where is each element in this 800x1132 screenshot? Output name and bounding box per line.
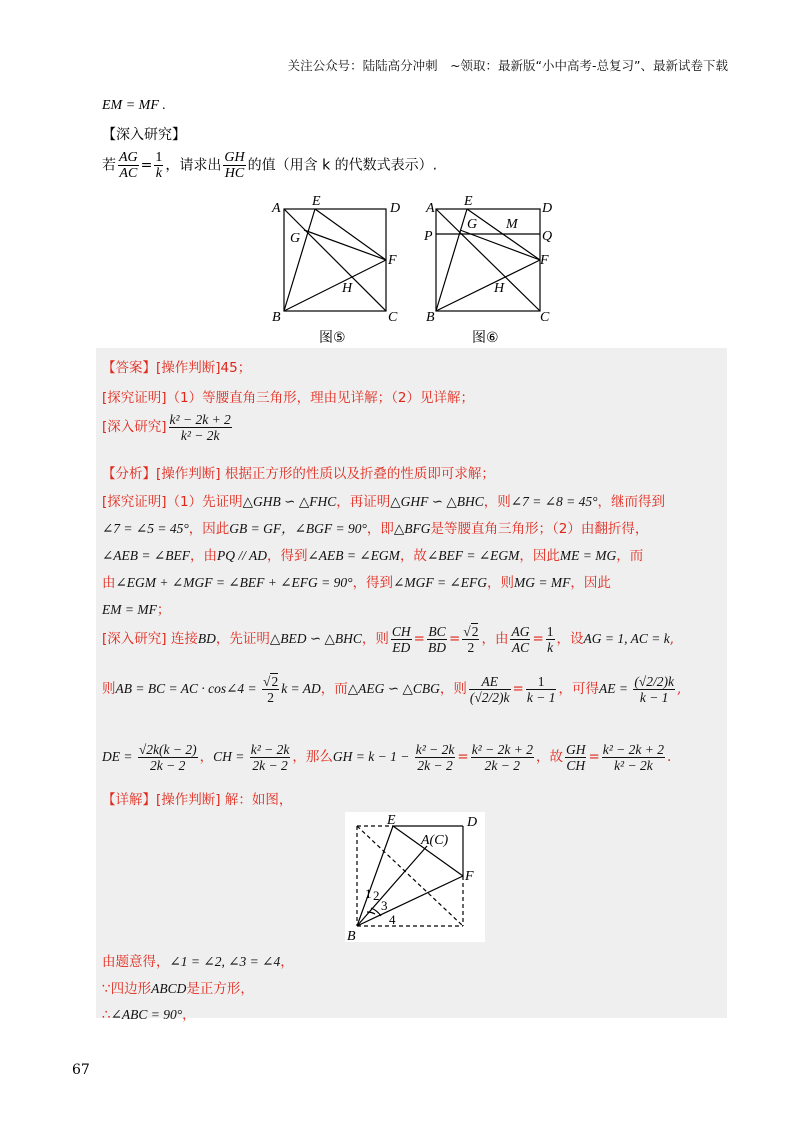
answer-line: 【答案】[操作判断]45； [102, 360, 252, 376]
analysis-line-5: 由∠EGM + ∠MGF = ∠BEF + ∠EFG = 90°，得到∠MGF = ∠EFG，则MG = MF，因此 [102, 575, 611, 591]
section-heading-deep-research: 【深入研究】 [102, 127, 186, 143]
svg-text:F: F [465, 869, 474, 884]
svg-text:E: E [387, 813, 396, 828]
label-e: E [312, 194, 321, 209]
label-m: M [506, 217, 518, 232]
svg-text:2: 2 [373, 888, 380, 903]
fig6-caption: 图⑥ [472, 330, 499, 346]
label-f: F [388, 253, 397, 268]
label-h: H [342, 281, 353, 296]
detail-figure [345, 812, 485, 942]
label-g: G [290, 231, 301, 246]
svg-text:G: G [467, 217, 478, 232]
label-q: Q [542, 229, 553, 244]
deep-research-line-3: DE = $\frac{√2k(k - 2)}{2k - 2}$ ，CH = $\frac{\text{k² − 2k}}{2k - 2}$ ，那么GH = k − 1 − $\frac{\text{k² − 2k}}{2k - 2}$ = $\frac{\text{k² − 2k + 2}}{2k - 2}$ ，故 $\frac{GH}{CH}$ = $\frac{\text{k² − 2k + 2}}{\text{k² − 2k}}$ . [102, 742, 672, 773]
figure-5 [262, 192, 412, 347]
svg-text:F: F [540, 253, 549, 268]
fig5-caption: 图⑤ [319, 330, 346, 346]
label-a-c: A(C) [421, 833, 449, 848]
condition-line-2: ∵四边形ABCD是正方形， [102, 981, 254, 997]
detail-line: 【详解】[操作判断] 解：如图， [102, 792, 293, 808]
deep-research-line-2: 则AB = BC = AC · cos∠4 = $\frac{√2}{2}$ k = AD，而△AEG ∽ △CBG，则 $\frac{AE}{(√2/2)k}$ = $\frac{1}{k - 1}$ ，可得AE = $\frac{(√2/2)k}{k - 1}$ , [102, 674, 682, 705]
svg-text:B: B [426, 310, 435, 325]
deep-research-line-1: [深入研究] 连接BD，先证明△BED ∽ △BHC，则 $\frac{CH}{ED}$ = $\frac{BC}{BD}$ = $\frac{√2}{2}$ ，由 $\frac{AG}{AC}$ = $\frac{1}{k}$ ，设AG = 1, AC = k, [102, 624, 675, 655]
label-c: C [388, 310, 398, 325]
svg-text:E: E [464, 194, 473, 209]
label-a: A [272, 201, 281, 216]
label-d: D [390, 201, 401, 216]
question-line: 若 $\frac{AG}{AC}$ = $\frac{1}{k}$ ，请求出 $\frac{GH}{HC}$ 的值（用含 k 的代数式表示）. [102, 150, 438, 181]
figure-6 [420, 192, 570, 347]
svg-text:A: A [426, 201, 435, 216]
svg-text:C: C [540, 310, 550, 325]
page-number: 67 [72, 1062, 90, 1078]
condition-line-3: ∴∠ABC = 90°， [102, 1007, 196, 1023]
svg-text:D: D [467, 815, 478, 830]
svg-text:D: D [542, 201, 553, 216]
condition-line-1: 由题意得，∠1 = ∠2, ∠3 = ∠4， [102, 954, 294, 970]
svg-text:3: 3 [381, 898, 388, 913]
analysis-line-2: [探究证明]（1）先证明△GHB ∽ △FHC，再证明△GHF ∽ △BHC，则∠7 = ∠8 = 45°，继而得到 [102, 494, 666, 510]
analysis-line-4: ∠AEB = ∠BEF，由PQ // AD，得到∠AEB = ∠EGM，故∠BEF = ∠EGM，因此ME = MG，而 [102, 548, 644, 564]
label-b: B [272, 310, 281, 325]
page-header: 关注公众号：陆陆高分冲刺 ~领取：最新版“小中高考-总复习”、最新试卷下载 [287, 58, 728, 73]
answer-line-3: [深入研究] $\frac{\text{k² − 2k + 2}}{\text{k² − 2k}}$ [102, 412, 231, 443]
analysis-line-6: EM = MF； [102, 602, 171, 618]
em-equals-mf-line: EM = MF . [102, 98, 166, 113]
svg-text:B: B [347, 929, 356, 942]
svg-text:4: 4 [389, 912, 396, 927]
svg-text:H: H [494, 281, 505, 296]
answer-line-2: [探究证明]（1）等腰直角三角形，理由见详解；（2）见详解； [102, 390, 474, 406]
svg-text:1: 1 [365, 886, 372, 901]
label-p: P [424, 229, 433, 244]
analysis-line-3: ∠7 = ∠5 = 45°，因此GB = GF，∠BGF = 90°，即△BFG是等腰直角三角形；（2）由翻折得， [102, 521, 649, 537]
analysis-line-1: 【分析】[操作判断] 根据正方形的性质以及折叠的性质即可求解； [102, 466, 495, 482]
